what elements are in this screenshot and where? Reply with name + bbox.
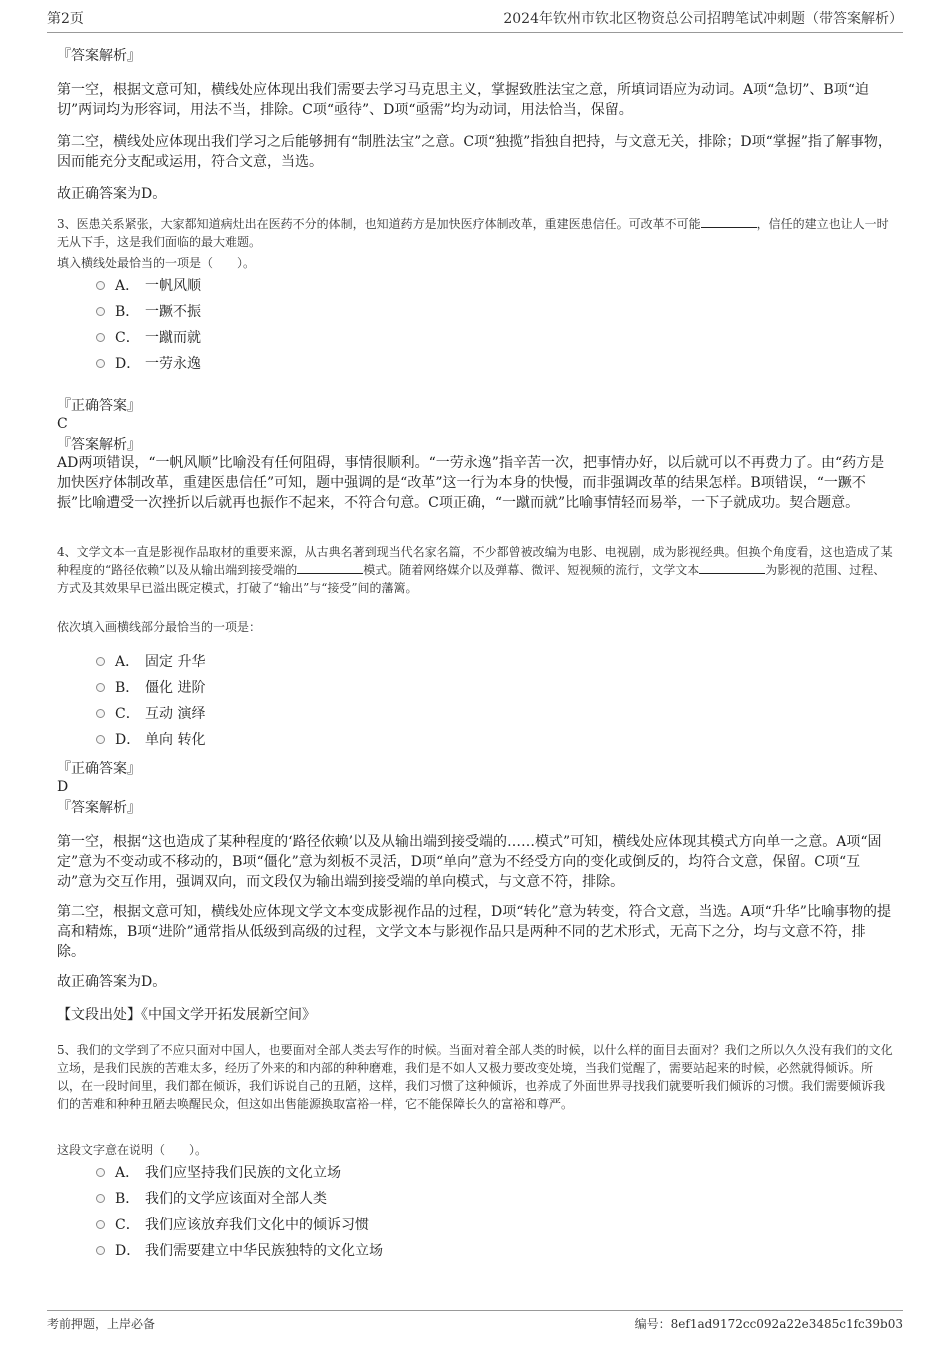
radio-icon[interactable] [96, 1246, 105, 1255]
document-title: 2024年钦州市钦北区物资总公司招聘笔试冲刺题（带答案解析） [503, 11, 903, 27]
q5-option-d[interactable]: D． 我们需要建立中华民族独特的文化立场 [96, 1237, 796, 1263]
radio-icon[interactable] [96, 359, 105, 368]
q3-option-b[interactable]: B． 一蹶不振 [96, 298, 796, 324]
radio-icon[interactable] [96, 709, 105, 718]
radio-icon[interactable] [96, 735, 105, 744]
q4-question: 4、文学文本一直是影视作品取材的重要来源，从古典名著到现当代名家名篇，不少都曾被改编为电影、电视剧，成为影视经典。但换个角度看，这也造成了某种程度的“路径依赖”以及从输出端到接受端的 模式。随着网络媒介以及弹幕、微评、短视频的流行，文学文本 为影视的范围、过程、方式及其效果早已溢出既定模式，打破了“输出”与“接受”间的藩篱。 [57, 545, 893, 595]
radio-icon[interactable] [96, 333, 105, 342]
page-number: 第2页 [47, 11, 84, 27]
q3-analysis: AD两项错误，“一帆风顺”比喻没有任何阻碍，事情很顺利。“一劳永逸”指辛苦一次，把事情办好，以后就可以不再费力了。由“药方是加快医疗体制改革，重建医患信任”可知，题中强调的是“改革”这一行为本身的快慢，而非强调改革的结果怎样。B项错误，“一蹶不振”比喻遭受一次挫折以后就再也振作不起来，不符合句意。C项正确，“一蹴而就”比喻事情轻而易举，一下子就成功。契合题意。 [57, 455, 885, 511]
q3-option-a[interactable]: A． 一帆风顺 [96, 272, 796, 298]
q4-option-d[interactable]: D． 单向 转化 [96, 726, 796, 752]
q4-prompt: 依次填入画横线部分最恰当的一项是： [57, 620, 262, 634]
q4-source [57, 1005, 893, 1025]
q5-option-b[interactable]: B． 我们的文学应该面对全部人类 [96, 1185, 796, 1211]
q4-options [96, 648, 796, 752]
q5-question: 5、我们的文学到了不应只面对中国人，也要面对全部人类去写作的时候。当面对着全部人类的时候，以什么样的面目去面对？我们之所以久久没有我们的文化立场，是我们民族的苦难太多，经历了外来的和内部的种种磨难，我们是不如人又极力要改变处境，当我们觉醒了，需要站起来的时候，必然就得倾诉。所以，在一段时间里，我们都在倾诉，我们诉说自己的丑陋，这样，我们习惯了这种倾诉，也养成了外面世界寻找我们就要听我们倾诉的习惯。我们需要倾诉我们的苦难和种种丑陋去唤醒民众，但这如出售能源换取富裕一样，它不能保障长久的富裕和尊严。 [57, 1043, 893, 1111]
q3-analysis-label: 『答案解析』 [57, 437, 141, 453]
q4-source-label: 【文段出处】 [57, 1007, 141, 1023]
q3-options [96, 272, 796, 376]
q2-analysis-label: 『答案解析』 [57, 48, 141, 64]
radio-icon[interactable] [96, 281, 105, 290]
q4-source-title: 《中国文学开拓发展新空间》 [141, 1007, 316, 1023]
q2-conclusion: 故正确答案为D。 [57, 186, 167, 202]
radio-icon[interactable] [96, 1194, 105, 1203]
q3-text-a: 3、医患关系紧张，大家都知道病灶出在医药不分的体制，也知道药方是加快医疗体制改革，重建医患信任。可改革不可能 [57, 217, 701, 231]
q4-analysis-label: 『答案解析』 [57, 800, 141, 816]
q3-question [57, 215, 893, 251]
q5-options [96, 1159, 796, 1263]
radio-icon[interactable] [96, 1220, 105, 1229]
q5-prompt: 这段文字意在说明（ ）。 [57, 1143, 208, 1157]
q4-blank-1 [297, 561, 363, 574]
radio-icon[interactable] [96, 1168, 105, 1177]
q3-option-c[interactable]: C． 一蹴而就 [96, 324, 796, 350]
q4-blank-2 [699, 561, 765, 574]
footer-divider [47, 1310, 903, 1311]
q3-blank [701, 215, 757, 228]
q3-answer: C [57, 416, 68, 432]
q4-option-c[interactable]: C． 互动 演绎 [96, 700, 796, 726]
q2-analysis-para1: 第一空，根据文意可知，横线处应体现出我们需要去学习马克思主义，掌握致胜法宝之意，所填词语应为动词。A项“急切”、B项“迫切”两词均为形容词，用法不当，排除。C项“亟待”、D项“亟需”均为动词，用法恰当，保留。 [57, 82, 869, 118]
q3-text-b: ，信任的建立也让人一时无从下手，这是我们面临的最大难题。 [57, 217, 889, 249]
q3-answer-label: 『正确答案』 [57, 398, 141, 414]
q4-answer-label: 『正确答案』 [57, 761, 141, 777]
q3-option-d[interactable]: D． 一劳永逸 [96, 350, 796, 376]
q4-option-a[interactable]: A． 固定 升华 [96, 648, 796, 674]
document-id: 编号：8ef1ad9172cc092a22e3485c1fc39b03 [634, 1317, 903, 1331]
q5-option-c[interactable]: C． 我们应该放弃我们文化中的倾诉习惯 [96, 1211, 796, 1237]
header-divider [47, 32, 903, 33]
q2-analysis-para2: 第二空，横线处应体现出我们学习之后能够拥有“制胜法宝”之意。C项“独揽”指独自把持，与文意无关，排除；D项“掌握”指了解事物，因而能充分支配或运用，符合文意，当选。 [57, 134, 892, 170]
footer-slogan: 考前押题，上岸必备 [47, 1317, 156, 1331]
radio-icon[interactable] [96, 307, 105, 316]
radio-icon[interactable] [96, 683, 105, 692]
q5-option-a[interactable]: A． 我们应坚持我们民族的文化立场 [96, 1159, 796, 1185]
q4-conclusion: 故正确答案为D。 [57, 974, 167, 990]
q4-option-b[interactable]: B． 僵化 进阶 [96, 674, 796, 700]
q4-analysis-para1: 第一空，根据“这也造成了某种程度的‘路径依赖’以及从输出端到接受端的……模式”可知，横线处应体现其模式方向单一之意。A项“固定”意为不变动或不移动的，B项“僵化”意为刻板不灵活，D项“单向”意为不经受方向的变化或倒反的，均符合文意，保留。C项“互动”意为交互作用，强调双向，而文段仅为输出端到接受端的单向模式，与文意不符，排除。 [57, 834, 882, 890]
q4-analysis-para2: 第二空，根据文意可知，横线处应体现文学文本变成影视作品的过程，D项“转化”意为转变，符合文意，当选。A项“升华”比喻事物的提高和精炼，B项“进阶”通常指从低级到高级的过程，文学文本与影视作品只是两种不同的艺术形式，无高下之分，均与文意不符，排除。 [57, 904, 891, 960]
q4-answer: D [57, 779, 69, 795]
radio-icon[interactable] [96, 657, 105, 666]
q3-prompt: 填入横线处最恰当的一项是（ ）。 [57, 256, 256, 270]
